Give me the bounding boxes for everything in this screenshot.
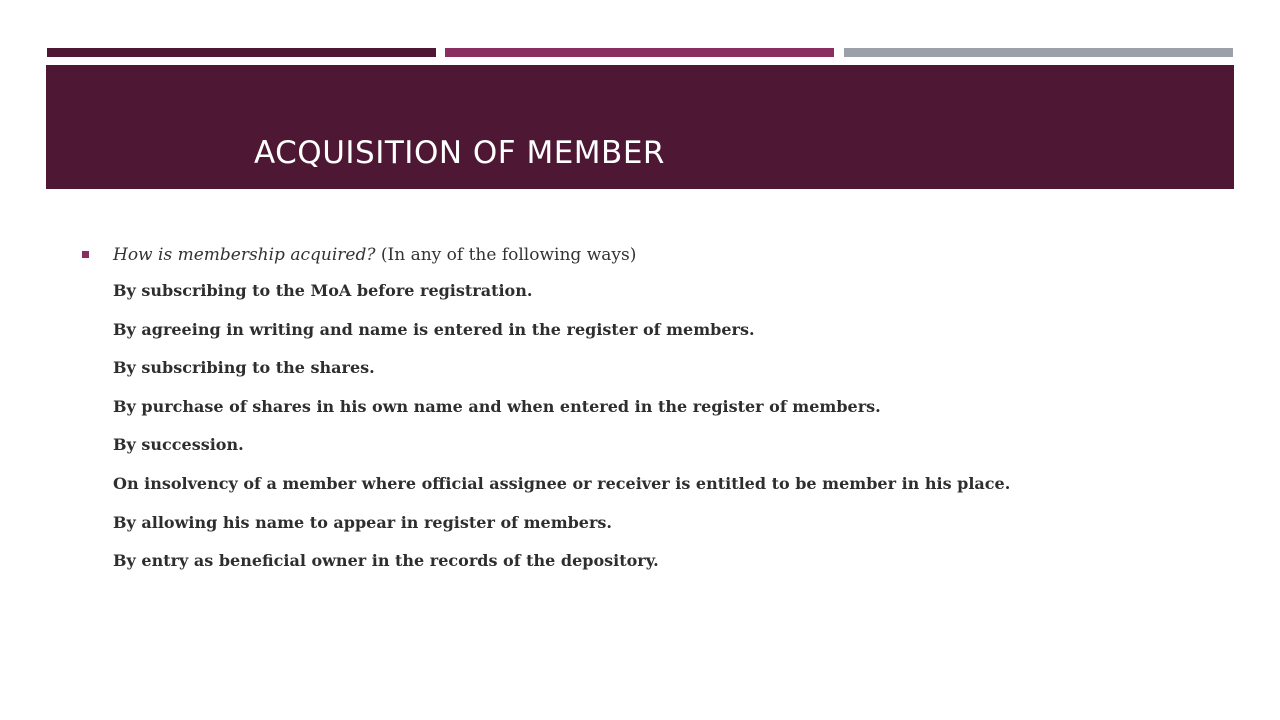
square-bullet-icon: [82, 251, 89, 258]
slide-title: ACQUISITION OF MEMBER: [254, 135, 665, 171]
accent-bar-magenta: [445, 48, 834, 57]
list-item: By subscribing to the shares.: [113, 358, 375, 378]
bullet-text: [113, 238, 636, 272]
list-item: By succession.: [113, 435, 244, 455]
bullet-question: [82, 238, 1232, 272]
membership-ways-list: [82, 272, 1232, 581]
title-band: [46, 65, 1234, 189]
accent-bar-gray: [844, 48, 1233, 57]
slide-body: [82, 238, 1232, 581]
accent-bar-dark: [47, 48, 436, 57]
question-note: (In any of the following ways): [375, 245, 637, 265]
list-item: By allowing his name to appear in register of members.: [113, 512, 612, 532]
question-text: How is membership acquired?: [113, 245, 376, 265]
list-item: By agreeing in writing and name is entered in the register of members.: [113, 319, 755, 339]
list-item: On insolvency of a member where official assignee or receiver is entitled to be member in his place.: [113, 473, 1011, 493]
list-item: By subscribing to the MoA before registration.: [113, 281, 533, 300]
list-item: By entry as beneficial owner in the records of the depository.: [113, 551, 659, 571]
list-item: By purchase of shares in his own name and when entered in the register of members.: [113, 396, 881, 416]
